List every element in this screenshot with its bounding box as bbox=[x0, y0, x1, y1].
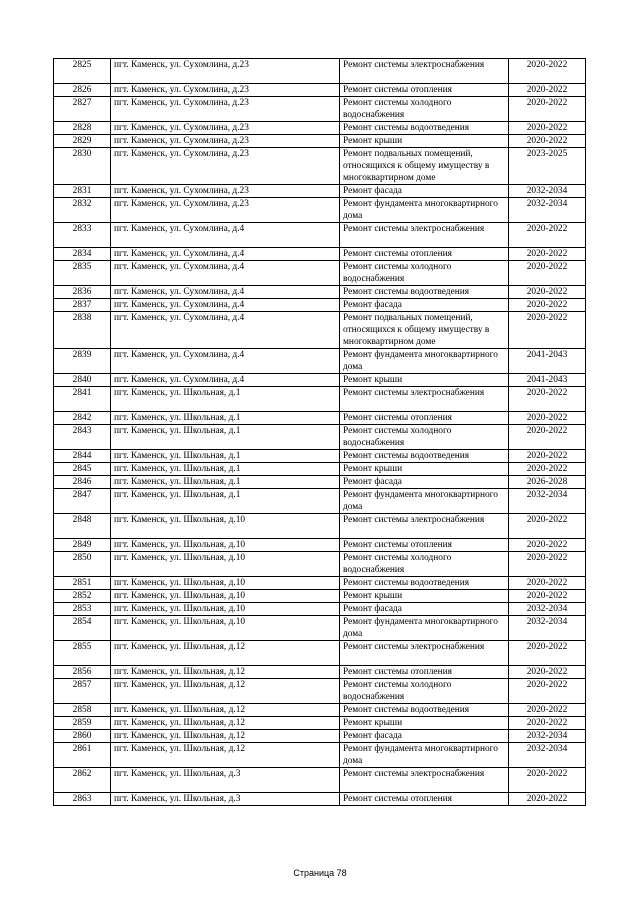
cell-work-type: Ремонт системы холодного водоснабжения bbox=[340, 261, 509, 286]
cell-number: 2863 bbox=[54, 793, 111, 806]
cell-period: 2032-2034 bbox=[509, 616, 586, 641]
cell-address: пгт. Каменск, ул. Сухомлина, д.4 bbox=[111, 248, 340, 261]
cell-number: 2846 bbox=[54, 476, 111, 489]
cell-number: 2849 bbox=[54, 539, 111, 552]
cell-number: 2836 bbox=[54, 286, 111, 299]
table-row bbox=[54, 223, 586, 248]
cell-address: пгт. Каменск, ул. Школьная, д.10 bbox=[111, 603, 340, 616]
cell-address: пгт. Каменск, ул. Сухомлина, д.4 bbox=[111, 261, 340, 286]
cell-address: пгт. Каменск, ул. Школьная, д.10 bbox=[111, 590, 340, 603]
table-row bbox=[54, 185, 586, 198]
cell-work-type: Ремонт фундамента многоквартирного дома bbox=[340, 489, 509, 514]
cell-period: 2032-2034 bbox=[509, 198, 586, 223]
cell-work-type: Ремонт системы отопления bbox=[340, 248, 509, 261]
cell-work-type: Ремонт системы водоотведения bbox=[340, 704, 509, 717]
cell-number: 2843 bbox=[54, 425, 111, 450]
cell-work-type: Ремонт системы холодного водоснабжения bbox=[340, 679, 509, 704]
cell-number: 2831 bbox=[54, 185, 111, 198]
cell-work-type: Ремонт системы отопления bbox=[340, 412, 509, 425]
table-row bbox=[54, 135, 586, 148]
cell-period: 2041-2043 bbox=[509, 374, 586, 387]
cell-work-type: Ремонт системы электроснабжения bbox=[340, 223, 509, 248]
cell-address: пгт. Каменск, ул. Школьная, д.12 bbox=[111, 641, 340, 666]
cell-address: пгт. Каменск, ул. Сухомлина, д.4 bbox=[111, 223, 340, 248]
cell-work-type: Ремонт системы водоотведения bbox=[340, 122, 509, 135]
cell-period: 2020-2022 bbox=[509, 577, 586, 590]
cell-period: 2020-2022 bbox=[509, 768, 586, 793]
cell-address: пгт. Каменск, ул. Сухомлина, д.4 bbox=[111, 312, 340, 349]
cell-address: пгт. Каменск, ул. Школьная, д.10 bbox=[111, 616, 340, 641]
cell-number: 2834 bbox=[54, 248, 111, 261]
cell-number: 2862 bbox=[54, 768, 111, 793]
cell-number: 2839 bbox=[54, 349, 111, 374]
cell-period: 2032-2034 bbox=[509, 489, 586, 514]
table-row bbox=[54, 577, 586, 590]
cell-period: 2032-2034 bbox=[509, 603, 586, 616]
cell-work-type: Ремонт фундамента многоквартирного дома bbox=[340, 616, 509, 641]
cell-period: 2020-2022 bbox=[509, 97, 586, 122]
cell-period: 2032-2034 bbox=[509, 743, 586, 768]
cell-period: 2032-2034 bbox=[509, 185, 586, 198]
table-row bbox=[54, 148, 586, 185]
cell-work-type: Ремонт фасада bbox=[340, 730, 509, 743]
cell-period: 2026-2028 bbox=[509, 476, 586, 489]
cell-number: 2847 bbox=[54, 489, 111, 514]
cell-period: 2020-2022 bbox=[509, 223, 586, 248]
cell-address: пгт. Каменск, ул. Школьная, д.12 bbox=[111, 730, 340, 743]
cell-number: 2842 bbox=[54, 412, 111, 425]
table-row bbox=[54, 616, 586, 641]
cell-work-type: Ремонт системы отопления bbox=[340, 793, 509, 806]
cell-work-type: Ремонт крыши bbox=[340, 590, 509, 603]
cell-number: 2850 bbox=[54, 552, 111, 577]
cell-address: пгт. Каменск, ул. Школьная, д.1 bbox=[111, 387, 340, 412]
table-row bbox=[54, 248, 586, 261]
cell-period: 2020-2022 bbox=[509, 590, 586, 603]
cell-address: пгт. Каменск, ул. Школьная, д.1 bbox=[111, 489, 340, 514]
cell-number: 2838 bbox=[54, 312, 111, 349]
cell-work-type: Ремонт системы отопления bbox=[340, 539, 509, 552]
table-row bbox=[54, 450, 586, 463]
cell-work-type: Ремонт крыши bbox=[340, 717, 509, 730]
cell-work-type: Ремонт системы холодного водоснабжения bbox=[340, 97, 509, 122]
table-row bbox=[54, 476, 586, 489]
table-row bbox=[54, 743, 586, 768]
cell-address: пгт. Каменск, ул. Сухомлина, д.23 bbox=[111, 198, 340, 223]
cell-period: 2020-2022 bbox=[509, 412, 586, 425]
cell-work-type: Ремонт крыши bbox=[340, 463, 509, 476]
table-row bbox=[54, 704, 586, 717]
cell-period: 2020-2022 bbox=[509, 463, 586, 476]
cell-work-type: Ремонт системы электроснабжения bbox=[340, 641, 509, 666]
table-row bbox=[54, 793, 586, 806]
cell-number: 2855 bbox=[54, 641, 111, 666]
cell-period: 2020-2022 bbox=[509, 704, 586, 717]
cell-work-type: Ремонт системы водоотведения bbox=[340, 286, 509, 299]
cell-number: 2858 bbox=[54, 704, 111, 717]
cell-address: пгт. Каменск, ул. Школьная, д.10 bbox=[111, 514, 340, 539]
cell-address: пгт. Каменск, ул. Школьная, д.10 bbox=[111, 577, 340, 590]
table-row bbox=[54, 717, 586, 730]
table-row bbox=[54, 84, 586, 97]
cell-address: пгт. Каменск, ул. Школьная, д.1 bbox=[111, 476, 340, 489]
cell-number: 2841 bbox=[54, 387, 111, 412]
cell-period: 2020-2022 bbox=[509, 539, 586, 552]
cell-address: пгт. Каменск, ул. Школьная, д.1 bbox=[111, 450, 340, 463]
cell-work-type: Ремонт системы электроснабжения bbox=[340, 59, 509, 84]
table-row bbox=[54, 489, 586, 514]
cell-address: пгт. Каменск, ул. Школьная, д.12 bbox=[111, 704, 340, 717]
cell-address: пгт. Каменск, ул. Сухомлина, д.23 bbox=[111, 148, 340, 185]
cell-period: 2020-2022 bbox=[509, 59, 586, 84]
table-row bbox=[54, 730, 586, 743]
cell-address: пгт. Каменск, ул. Школьная, д.1 bbox=[111, 425, 340, 450]
table-row bbox=[54, 514, 586, 539]
cell-address: пгт. Каменск, ул. Сухомлина, д.23 bbox=[111, 122, 340, 135]
cell-period: 2020-2022 bbox=[509, 425, 586, 450]
cell-work-type: Ремонт фундамента многоквартирного дома bbox=[340, 349, 509, 374]
cell-work-type: Ремонт системы отопления bbox=[340, 84, 509, 97]
table-row bbox=[54, 59, 586, 84]
cell-work-type: Ремонт системы электроснабжения bbox=[340, 768, 509, 793]
cell-work-type: Ремонт крыши bbox=[340, 135, 509, 148]
table-row bbox=[54, 425, 586, 450]
cell-number: 2833 bbox=[54, 223, 111, 248]
cell-period: 2020-2022 bbox=[509, 135, 586, 148]
table-row bbox=[54, 552, 586, 577]
cell-address: пгт. Каменск, ул. Сухомлина, д.4 bbox=[111, 299, 340, 312]
cell-work-type: Ремонт фасада bbox=[340, 185, 509, 198]
table-row bbox=[54, 666, 586, 679]
cell-address: пгт. Каменск, ул. Школьная, д.1 bbox=[111, 463, 340, 476]
cell-period: 2020-2022 bbox=[509, 793, 586, 806]
cell-number: 2856 bbox=[54, 666, 111, 679]
cell-work-type: Ремонт фасада bbox=[340, 476, 509, 489]
table-row bbox=[54, 590, 586, 603]
cell-work-type: Ремонт фундамента многоквартирного дома bbox=[340, 198, 509, 223]
cell-period: 2020-2022 bbox=[509, 641, 586, 666]
cell-address: пгт. Каменск, ул. Сухомлина, д.23 bbox=[111, 135, 340, 148]
table-row bbox=[54, 261, 586, 286]
cell-address: пгт. Каменск, ул. Школьная, д.3 bbox=[111, 768, 340, 793]
cell-number: 2840 bbox=[54, 374, 111, 387]
cell-period: 2020-2022 bbox=[509, 248, 586, 261]
cell-address: пгт. Каменск, ул. Школьная, д.10 bbox=[111, 539, 340, 552]
cell-period: 2020-2022 bbox=[509, 387, 586, 412]
cell-number: 2837 bbox=[54, 299, 111, 312]
cell-address: пгт. Каменск, ул. Сухомлина, д.23 bbox=[111, 97, 340, 122]
cell-number: 2861 bbox=[54, 743, 111, 768]
cell-period: 2020-2022 bbox=[509, 299, 586, 312]
cell-work-type: Ремонт подвальных помещений, относящихся к общему имуществу в многоквартирном доме bbox=[340, 148, 509, 185]
page-number: Страница 78 bbox=[293, 868, 347, 878]
cell-work-type: Ремонт фасада bbox=[340, 603, 509, 616]
cell-number: 2826 bbox=[54, 84, 111, 97]
cell-number: 2857 bbox=[54, 679, 111, 704]
cell-work-type: Ремонт подвальных помещений, относящихся к общему имуществу в многоквартирном доме bbox=[340, 312, 509, 349]
cell-number: 2825 bbox=[54, 59, 111, 84]
cell-number: 2835 bbox=[54, 261, 111, 286]
cell-period: 2020-2022 bbox=[509, 514, 586, 539]
cell-work-type: Ремонт системы электроснабжения bbox=[340, 387, 509, 412]
cell-period: 2020-2022 bbox=[509, 312, 586, 349]
cell-address: пгт. Каменск, ул. Школьная, д.12 bbox=[111, 743, 340, 768]
cell-number: 2832 bbox=[54, 198, 111, 223]
cell-period: 2020-2022 bbox=[509, 552, 586, 577]
table-row bbox=[54, 97, 586, 122]
cell-address: пгт. Каменск, ул. Школьная, д.1 bbox=[111, 412, 340, 425]
cell-period: 2020-2022 bbox=[509, 450, 586, 463]
repair-schedule-table bbox=[53, 58, 586, 806]
cell-work-type: Ремонт фасада bbox=[340, 299, 509, 312]
table-body bbox=[54, 59, 586, 806]
cell-address: пгт. Каменск, ул. Сухомлина, д.4 bbox=[111, 349, 340, 374]
cell-address: пгт. Каменск, ул. Сухомлина, д.23 bbox=[111, 84, 340, 97]
cell-number: 2848 bbox=[54, 514, 111, 539]
table-row bbox=[54, 387, 586, 412]
cell-work-type: Ремонт системы отопления bbox=[340, 666, 509, 679]
table-row bbox=[54, 312, 586, 349]
table-row bbox=[54, 603, 586, 616]
cell-address: пгт. Каменск, ул. Сухомлина, д.4 bbox=[111, 374, 340, 387]
cell-address: пгт. Каменск, ул. Школьная, д.10 bbox=[111, 552, 340, 577]
cell-number: 2829 bbox=[54, 135, 111, 148]
cell-period: 2020-2022 bbox=[509, 122, 586, 135]
cell-number: 2853 bbox=[54, 603, 111, 616]
cell-period: 2020-2022 bbox=[509, 261, 586, 286]
table-row bbox=[54, 463, 586, 476]
cell-number: 2860 bbox=[54, 730, 111, 743]
table-row bbox=[54, 679, 586, 704]
cell-work-type: Ремонт крыши bbox=[340, 374, 509, 387]
cell-address: пгт. Каменск, ул. Сухомлина, д.23 bbox=[111, 59, 340, 84]
cell-number: 2854 bbox=[54, 616, 111, 641]
cell-address: пгт. Каменск, ул. Школьная, д.12 bbox=[111, 717, 340, 730]
cell-address: пгт. Каменск, ул. Школьная, д.12 bbox=[111, 679, 340, 704]
table-row bbox=[54, 198, 586, 223]
cell-number: 2844 bbox=[54, 450, 111, 463]
cell-work-type: Ремонт системы холодного водоснабжения bbox=[340, 425, 509, 450]
cell-number: 2827 bbox=[54, 97, 111, 122]
table-row bbox=[54, 539, 586, 552]
table-row bbox=[54, 299, 586, 312]
cell-work-type: Ремонт системы холодного водоснабжения bbox=[340, 552, 509, 577]
cell-work-type: Ремонт фундамента многоквартирного дома bbox=[340, 743, 509, 768]
cell-number: 2851 bbox=[54, 577, 111, 590]
cell-number: 2852 bbox=[54, 590, 111, 603]
cell-period: 2032-2034 bbox=[509, 730, 586, 743]
cell-address: пгт. Каменск, ул. Школьная, д.12 bbox=[111, 666, 340, 679]
cell-period: 2020-2022 bbox=[509, 717, 586, 730]
cell-work-type: Ремонт системы водоотведения bbox=[340, 450, 509, 463]
cell-address: пгт. Каменск, ул. Школьная, д.3 bbox=[111, 793, 340, 806]
table-row bbox=[54, 768, 586, 793]
cell-number: 2828 bbox=[54, 122, 111, 135]
cell-address: пгт. Каменск, ул. Сухомлина, д.23 bbox=[111, 185, 340, 198]
table-row bbox=[54, 122, 586, 135]
cell-period: 2020-2022 bbox=[509, 666, 586, 679]
cell-number: 2830 bbox=[54, 148, 111, 185]
table-row bbox=[54, 374, 586, 387]
cell-number: 2845 bbox=[54, 463, 111, 476]
table-row bbox=[54, 286, 586, 299]
cell-period: 2041-2043 bbox=[509, 349, 586, 374]
cell-period: 2020-2022 bbox=[509, 84, 586, 97]
table-row bbox=[54, 641, 586, 666]
cell-period: 2023-2025 bbox=[509, 148, 586, 185]
table-row bbox=[54, 412, 586, 425]
cell-number: 2859 bbox=[54, 717, 111, 730]
cell-address: пгт. Каменск, ул. Сухомлина, д.4 bbox=[111, 286, 340, 299]
cell-period: 2020-2022 bbox=[509, 679, 586, 704]
cell-period: 2020-2022 bbox=[509, 286, 586, 299]
cell-work-type: Ремонт системы водоотведения bbox=[340, 577, 509, 590]
cell-work-type: Ремонт системы электроснабжения bbox=[340, 514, 509, 539]
table-row bbox=[54, 349, 586, 374]
